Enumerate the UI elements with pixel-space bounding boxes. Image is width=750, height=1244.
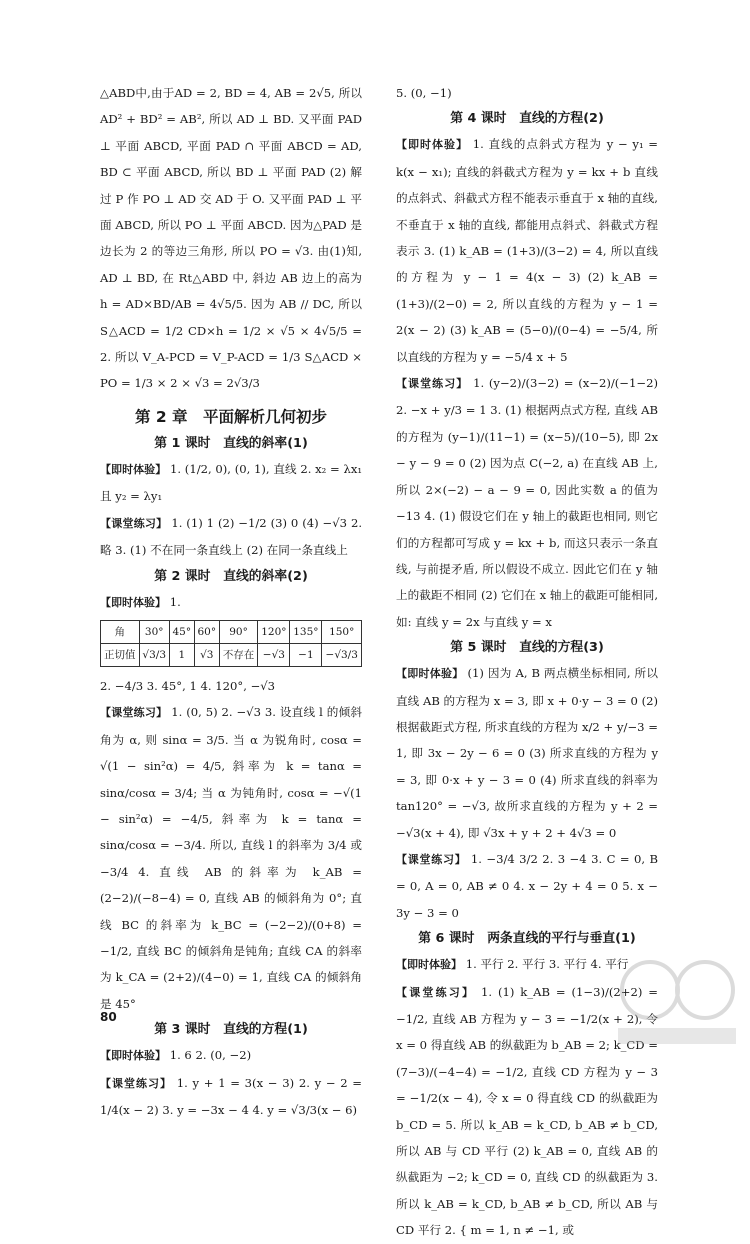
answer-continuation: 5. (0, −1) [396,86,452,100]
page-number: 80 [100,1010,117,1024]
section-tag: 【课堂练习】 [396,852,467,866]
section-tag: 【课堂练习】 [100,516,168,530]
section-tag: 【即时体验】 [100,595,166,609]
lesson-3-practice [100,1042,362,1069]
section-tag: 【课堂练习】 [100,706,168,720]
answer-text: 1. (y−2)/(3−2) = (x−2)/(−1−2) 2. −x + y/3 = 1 3. (1) 根据两点式方程, 直线 AB 的方程为 (y−1)/(11−1) = (x−5)/(10−5), 即 2x − y − 9 = 0 (2) 因为点 C(−2, a) 在直线 AB 上, 所以 2×(−2) − a − 9 = 0, 因此实数 a 的值为 −13 4. (1) 假设它们在 y 轴上的截距也相同, 则它们的方程都可写成 y = kx + b, 而这只表示一条直线, 与前提矛盾, 所以假设不成立. 因此它们在 y 轴上的截距不相同 (2) 它们在 x 轴上的截距可能相同, 如: 直线 y = 2x 与直线 y = x [396,376,659,629]
table-row [101,620,362,643]
answer-text: 1. (1/2, 0), (0, 1), 直线 2. x₂ = λx₁ 且 y₂ = λy₁ [100,461,363,504]
answer-text: 1. [169,594,181,609]
lesson-1-exercise [100,510,362,564]
table-cell: 60° [194,620,219,643]
table-cell: 120° [258,620,290,643]
lesson-2-title: 第 2 课时 直线的斜率(2) [154,568,308,584]
table-cell: √3/3 [139,643,169,666]
proof-paragraph: △ABD中,由于AD = 2, BD = 4, AB = 2√5, 所以 AD² + BD² = AB², 所以 AD ⊥ BD. 又平面 PAD ⊥ 平面 ABCD, 平面 PAD ∩ 平面 ABCD = AD, BD ⊂ 平面 ABCD, 所以 BD ⊥ 平面 PAD (2) 解 过 P 作 PO ⊥ AD 交 AD 于 O. 又平面 PAD ⊥ 平面 ABCD, 所以 PO ⊥ 平面 ABCD. 因为△PAD 是边长为 2 的等边三角形, 所以 PO = √3. 由(1)知, AD ⊥ BD, 在 Rt△ABD 中, 斜边 AB 边上的高为 h = AD×BD/AB = 4√5/5. 因为 AB // DC, 所以 S△ACD = 1/2 CD×h = 1/2 × √5 × 4√5/5 = 2. 所以 V_A-PCD = V_P-ACD = 1/3 S△ACD × PO = 1/3 × 2 × √3 = 2√3/3 [100,86,362,391]
answer-text: 1. (1) k_AB = (1−3)/(2+2) = −1/2, 直线 AB 方程为 y − 3 = −1/2(x + 2), 令 x = 0 得直线 AB 的纵截距为 b_AB = 2; k_CD = (7−3)/(−4−4) = −1/2, 直线 CD 方程为 y − 3 = −1/2(x − 4), 令 x = 0 得直线 CD 的纵截距为 b_CD = 5. 所以 k_AB = k_CD, b_AB ≠ b_CD, 所以 AB 与 CD 平行 (2) k_AB = 0, 直线 AB 的纵截距为 −2; k_CD = 0, 直线 CD 的纵截距为 3. 所以 k_AB = k_CD, b_AB ≠ b_CD, 所以 AB 与 CD 平行 2. { m = 1, n ≠ −1, 或 [396,984,658,1238]
table-cell: −√3 [258,643,290,666]
answer-text: 1. 直线的点斜式方程为 y − y₁ = k(x − x₁); 直线的斜截式方程为 y = kx + b 直线的点斜式、斜截式方程不能表示垂直于 x 轴的直线, 不垂直于 x 轴的直线, 都能用点斜式、斜截式方程表示 3. (1) k_AB = (1+3)/(3−2) = 4, 所以直线的方程为 y − 1 = 4(x − 3) (2) k_AB = (1+3)/(2−0) = 2, 所以直线的方程为 y − 1 = 2(x − 2) (3) k_AB = (5−0)/(0−4) = −5/4, 所以直线的方程为 y = −5/4 x + 5 [396,137,659,364]
lesson-4-practice [396,131,658,370]
section-tag: 【课堂练习】 [100,1076,173,1090]
table-cell: 45° [169,620,194,643]
section-tag: 【即时体验】 [396,958,462,972]
section-tag: 【即时体验】 [100,1049,166,1063]
lesson-5-exercise [396,846,658,926]
table-cell: 不存在 [219,643,258,666]
lesson-3-title: 第 3 课时 直线的方程(1) [154,1022,308,1038]
table-cell: 90° [219,620,258,643]
table-row [101,643,362,666]
lesson-5-practice [396,660,658,846]
table-cell: 135° [290,620,322,643]
lesson-5-title: 第 5 课时 直线的方程(3) [450,640,604,656]
table-cell: 30° [139,620,169,643]
lesson-2-practice-cont: 2. −4/3 3. 45°, 1 4. 120°, −√3 [100,678,276,693]
lesson-6-title: 第 6 课时 两条直线的平行与垂直(1) [418,931,636,947]
lesson-4-title: 第 4 课时 直线的方程(2) [450,111,604,127]
section-tag: 【课堂练习】 [396,377,469,391]
section-tag: 【即时体验】 [396,667,464,681]
answer-text: 1. y + 1 = 3(x − 3) 2. y − 2 = 1/4(x − 2) 3. y = −3x − 4 4. y = √3/3(x − 6) [100,1075,363,1117]
answer-text: 1. −3/4 3/2 2. 3 −4 3. C = 0, B = 0, A = 0, AB ≠ 0 4. x − 2y + 4 = 0 5. x − 3y − 3 = 0 [396,851,659,920]
section-tag: 【课堂练习】 [396,985,476,999]
lesson-1-title: 第 1 课时 直线的斜率(1) [154,435,308,451]
left-column [100,80,362,1123]
table-cell: −1 [290,643,322,666]
table-cell: −√3/3 [322,643,362,666]
chapter-title: 第 2 章 平面解析几何初步 [134,407,328,426]
lesson-2-exercise [100,699,362,1017]
tangent-table [100,620,362,667]
section-tag: 【即时体验】 [100,462,167,476]
lesson-1-practice [100,456,362,510]
table-cell: 正切值 [101,643,140,666]
answer-text: 1. (0, 5) 2. −√3 3. 设直线 l 的倾斜角为 α, 则 sinα = 3/5. 当 α 为锐角时, cosα = √(1 − sin²α) = 4/5, 斜率为 k = tanα = sinα/cosα = 3/4; 当 α 为钝角时, cosα = −√(1 − sin²α) = −4/5, 斜率为 k = tanα = sinα/cosα = −3/4. 所以, 直线 l 的斜率为 3/4 或 −3/4 4. 直线 AB 的斜率为 k_AB = (2−2)/(−8−4) = 0, 直线 AB 的倾斜角为 0°; 直线 BC 的斜率为 k_BC = (−2−2)/(0+8) = −1/2, 直线 BC 的倾斜角是钝角; 直线 CA 的斜率为 k_CA = (2+2)/(4−0) = 1, 直线 CA 的倾斜角是 45° [100,705,362,1011]
section-tag: 【即时体验】 [396,138,469,152]
table-cell: 角 [101,620,140,643]
answer-text: 1. 平行 2. 平行 3. 平行 4. 平行 [465,957,629,972]
table-cell: 150° [322,620,362,643]
lesson-3-exercise [100,1070,362,1124]
answer-text: 1. 6 2. (0, −2) [169,1048,252,1063]
lesson-4-exercise [396,370,658,635]
table-cell: 1 [169,643,194,666]
lesson-2-practice [100,589,362,616]
answer-text: (1) 因为 A, B 两点横坐标相同, 所以直线 AB 的方程为 x = 3, 即 x + 0·y − 3 = 0 (2) 根据截距式方程, 所求直线的方程为 x/2 + y/−3 = 1, 即 3x − 2y − 6 = 0 (3) 所求直线的方程为 y = 3, 即 0·x + y − 3 = 0 (4) 所求直线的斜率为 tan120° = −√3, 故所求直线的方程为 y + 2 = −√3(x + 4), 即 √3x + y + 2 + 4√3 = 0 [396,666,659,840]
table-cell: √3 [194,643,219,666]
watermark-logo-icon [610,950,740,1050]
right-column [396,80,658,1244]
answer-text: 1. (1) 1 (2) −1/2 (3) 0 (4) −√3 2. 略 3. (1) 不在同一条直线上 (2) 在同一条直线上 [100,515,363,558]
